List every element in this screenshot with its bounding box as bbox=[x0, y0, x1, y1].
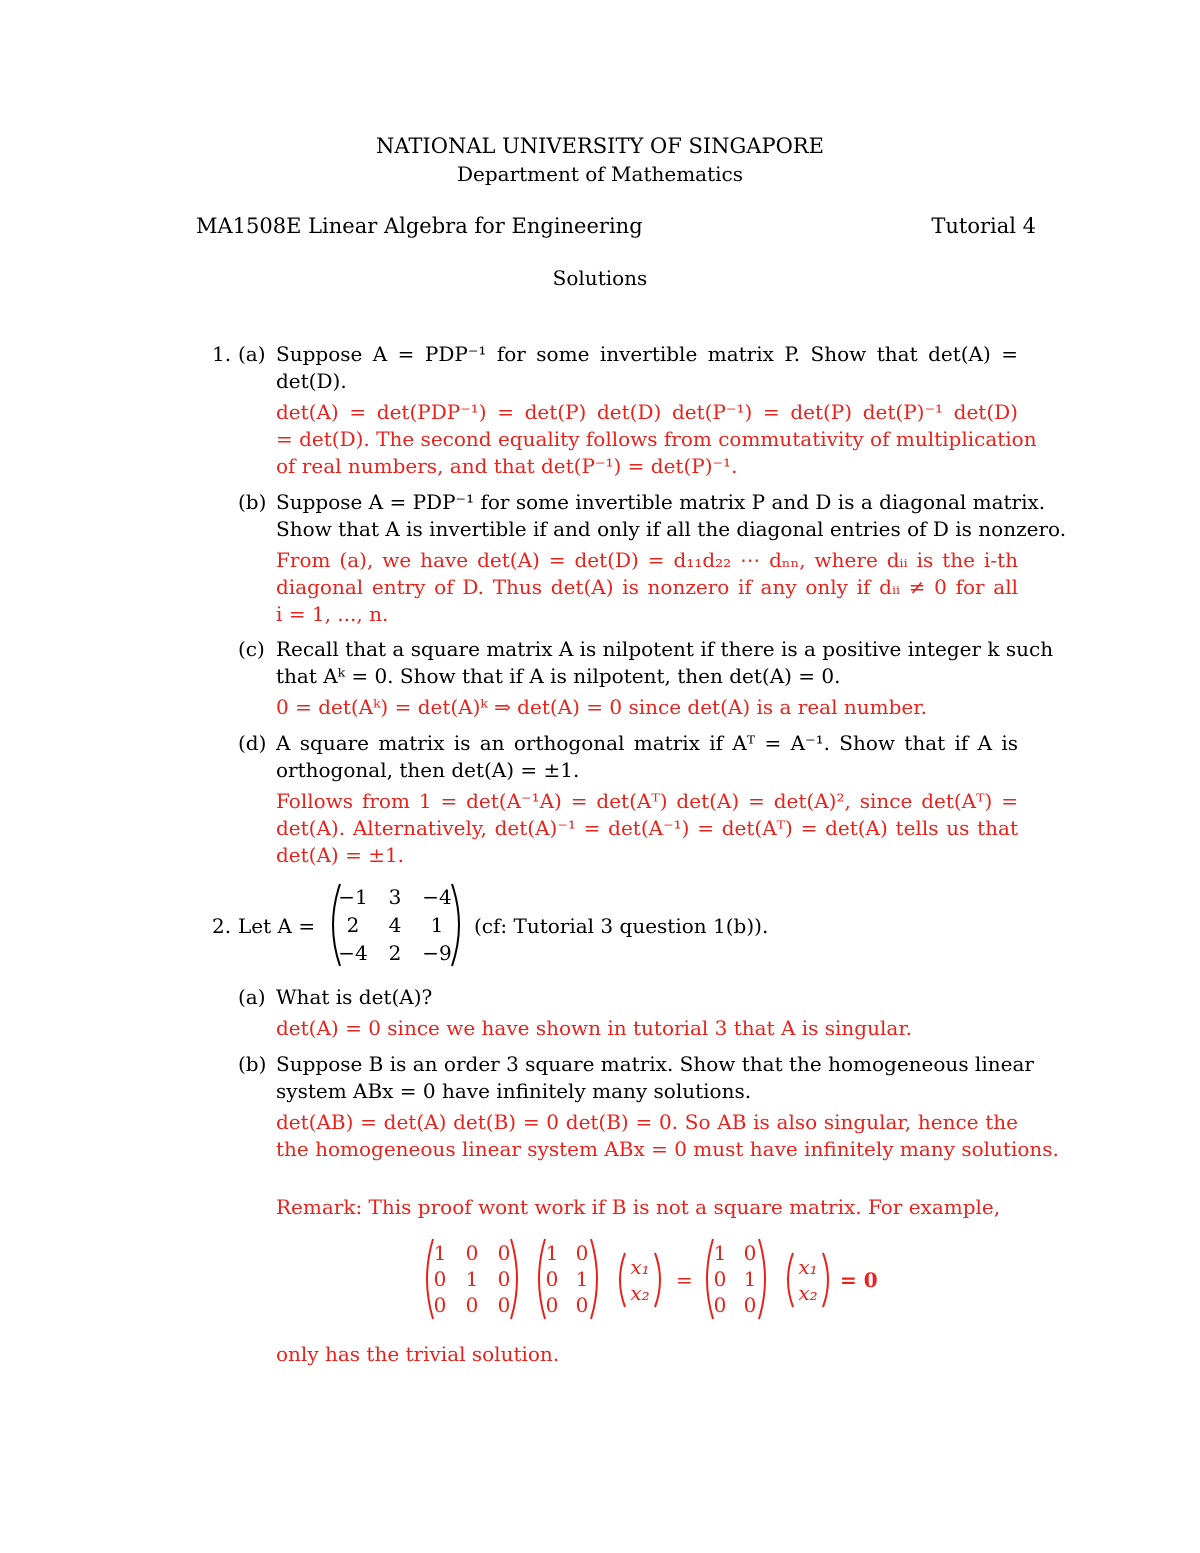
q1a-label: (a) bbox=[238, 342, 266, 366]
q2b-remark: Remark: This proof wont work if B is not a square matrix. For example, bbox=[276, 1195, 1001, 1219]
q2b-answer-line: det(AB) = det(A) det(B) = 0 det(B) = 0. So AB is also singular, hence the bbox=[276, 1110, 1018, 1134]
q1d-answer-line: Follows from 1 = det(A⁻¹A) = det(Aᵀ) det(A) = det(A)², since det(Aᵀ) = bbox=[276, 789, 1018, 813]
q1a-answer-line: of real numbers, and that det(P⁻¹) = det(P)⁻¹. bbox=[276, 454, 738, 478]
eq-vec2-right-paren bbox=[820, 1250, 836, 1310]
eq-m1-cell: 0 bbox=[497, 1267, 511, 1291]
q1d-label: (d) bbox=[238, 731, 267, 755]
q1b-answer-line: i = 1, ..., n. bbox=[276, 602, 389, 626]
q1c-question-line: that Aᵏ = 0. Show that if A is nilpotent, then det(A) = 0. bbox=[276, 664, 841, 688]
matrix-a-cell: 3 bbox=[388, 885, 402, 909]
q1a-question-line: Suppose A = PDP⁻¹ for some invertible matrix P. Show that det(A) = bbox=[276, 342, 1018, 366]
q2b-answer-line: the homogeneous linear system ABx = 0 must have infinitely many solutions. bbox=[276, 1137, 1059, 1161]
matrix-a-right-paren bbox=[448, 880, 470, 970]
solutions-title: Solutions bbox=[552, 266, 648, 290]
eq-m1-cell: 0 bbox=[497, 1293, 511, 1317]
tutorial-number: Tutorial 4 bbox=[931, 214, 1036, 238]
university-title: NATIONAL UNIVERSITY OF SINGAPORE bbox=[376, 134, 824, 158]
q1d-answer-line: det(A). Alternatively, det(A)⁻¹ = det(A⁻¹) = det(Aᵀ) = det(A) tells us that bbox=[276, 816, 1018, 840]
matrix-a-cell: −9 bbox=[422, 941, 452, 965]
q2b-question-line: system ABx = 0 have infinitely many solutions. bbox=[276, 1079, 752, 1103]
eq-vec2-cell: x₁ bbox=[798, 1255, 818, 1279]
eq-m1-cell: 0 bbox=[465, 1293, 479, 1317]
matrix-a-cell: −4 bbox=[338, 941, 368, 965]
q2-let-text: Let A = bbox=[238, 914, 316, 938]
q1b-question-line: Suppose A = PDP⁻¹ for some invertible matrix P and D is a diagonal matrix. bbox=[276, 490, 1046, 514]
eq-m1-cell: 0 bbox=[497, 1241, 511, 1265]
eq-m3-cell: 1 bbox=[743, 1267, 757, 1291]
q2a-label: (a) bbox=[238, 985, 266, 1009]
matrix-a-cell: −4 bbox=[422, 885, 452, 909]
eq-m1-cell: 0 bbox=[433, 1293, 447, 1317]
q1d-question-line: A square matrix is an orthogonal matrix if Aᵀ = A⁻¹. Show that if A is bbox=[276, 731, 1018, 755]
q2a-answer: det(A) = 0 since we have shown in tutorial 3 that A is singular. bbox=[276, 1016, 913, 1040]
q1c-label: (c) bbox=[238, 637, 265, 661]
course-title: MA1508E Linear Algebra for Engineering bbox=[196, 214, 643, 238]
eq-vec2-cell: x₂ bbox=[798, 1281, 818, 1305]
eq-m2-cell: 1 bbox=[545, 1241, 559, 1265]
q1a-answer-line: det(A) = det(PDP⁻¹) = det(P) det(D) det(P⁻¹) = det(P) det(P)⁻¹ det(D) bbox=[276, 400, 1018, 424]
eq-vec-cell: x₁ bbox=[630, 1255, 650, 1279]
eq-m2-cell: 0 bbox=[545, 1293, 559, 1317]
eq-m1-cell: 1 bbox=[465, 1267, 479, 1291]
eq-m2-cell: 1 bbox=[575, 1267, 589, 1291]
matrix-a-cell: 2 bbox=[388, 941, 402, 965]
q1c-answer-line: 0 = det(Aᵏ) = det(A)ᵏ ⇒ det(A) = 0 since det(A) is a real number. bbox=[276, 695, 927, 719]
q1-number: 1. bbox=[212, 342, 232, 366]
eq-m2-cell: 0 bbox=[545, 1267, 559, 1291]
q1b-question-line: Show that A is invertible if and only if all the diagonal entries of D is nonzero. bbox=[276, 517, 1067, 541]
eq-m2-right-paren bbox=[588, 1236, 606, 1322]
q2b-conclusion: only has the trivial solution. bbox=[276, 1342, 560, 1366]
eq-m1-cell: 0 bbox=[465, 1241, 479, 1265]
q1c-question-line: Recall that a square matrix A is nilpotent if there is a positive integer k such bbox=[276, 637, 1054, 661]
q1b-answer-line: diagonal entry of D. Thus det(A) is nonzero if any only if dᵢᵢ ≠ 0 for all bbox=[276, 575, 1018, 599]
matrix-a-cell: −1 bbox=[338, 885, 368, 909]
eq-m2-cell: 0 bbox=[575, 1241, 589, 1265]
q1d-question-line: orthogonal, then det(A) = ±1. bbox=[276, 758, 580, 782]
eq-m1-cell: 1 bbox=[433, 1241, 447, 1265]
q1b-label: (b) bbox=[238, 490, 267, 514]
eq-m1-cell: 0 bbox=[433, 1267, 447, 1291]
eq-m2-cell: 0 bbox=[575, 1293, 589, 1317]
q2-number: 2. bbox=[212, 914, 232, 938]
matrix-a bbox=[333, 884, 459, 968]
q2b-question-line: Suppose B is an order 3 square matrix. Show that the homogeneous linear bbox=[276, 1052, 1034, 1076]
eq-matrix-1 bbox=[424, 1240, 520, 1320]
matrix-a-cell: 2 bbox=[346, 913, 360, 937]
q1d-answer-line: det(A) = ±1. bbox=[276, 843, 405, 867]
eq-equals-sign: = bbox=[676, 1268, 693, 1292]
eq-m3-cell: 1 bbox=[713, 1241, 727, 1265]
q1a-question-line: det(D). bbox=[276, 369, 347, 393]
q1a-answer-line: = det(D). The second equality follows from commutativity of multiplication bbox=[276, 427, 1037, 451]
eq-m3-right-paren bbox=[756, 1236, 774, 1322]
matrix-a-cell: 1 bbox=[430, 913, 444, 937]
q2-reference: (cf: Tutorial 3 question 1(b)). bbox=[474, 914, 769, 938]
eq-vec-right-paren bbox=[652, 1250, 668, 1310]
q2a-question: What is det(A)? bbox=[276, 985, 433, 1009]
q1b-answer-line: From (a), we have det(A) = det(D) = d₁₁d₂₂ ⋯ dₙₙ, where dᵢᵢ is the i-th bbox=[276, 548, 1018, 572]
eq-m3-cell: 0 bbox=[713, 1267, 727, 1291]
eq-m1-right-paren bbox=[508, 1236, 526, 1322]
eq-vec-cell: x₂ bbox=[630, 1281, 650, 1305]
eq-m3-cell: 0 bbox=[743, 1241, 757, 1265]
matrix-a-cell: 4 bbox=[388, 913, 402, 937]
q2b-label: (b) bbox=[238, 1052, 267, 1076]
department-name: Department of Mathematics bbox=[456, 162, 743, 186]
eq-m3-cell: 0 bbox=[713, 1293, 727, 1317]
eq-m3-cell: 0 bbox=[743, 1293, 757, 1317]
eq-result-zero: = 0 bbox=[840, 1268, 878, 1292]
